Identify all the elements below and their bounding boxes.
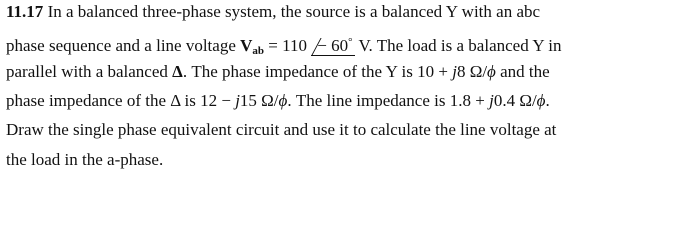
problem-number: 11.17 [6, 2, 44, 21]
phi-symbol: ϕ [536, 91, 546, 110]
problem-line-1 [6, 0, 540, 24]
voltage-magnitude: = 110 [264, 36, 312, 55]
line-4-mid: 15 Ω/ [239, 91, 279, 110]
problem-line-3 [6, 60, 550, 84]
phi-symbol: ϕ [278, 91, 288, 110]
delta-symbol: Δ [172, 62, 183, 81]
problem-line-2 [6, 30, 562, 57]
imaginary-j: j [452, 62, 457, 81]
line-2-post: V. The load is a balanced Y in [354, 36, 562, 55]
voltage-subscript: ab [252, 45, 265, 57]
line-4-pre: phase impedance of the Δ is 12 − [6, 91, 236, 110]
line-3-rest: 8 Ω/ [456, 62, 488, 81]
problem-line-5 [6, 118, 556, 142]
angle-symbol [311, 30, 354, 58]
problem-line-4 [6, 89, 550, 113]
imaginary-j: j [235, 91, 240, 110]
line-3-mid: . The phase impedance of the Y is 10 + [182, 62, 453, 81]
line-5-text: Draw the single phase equivalent circuit and use it to calculate the line voltage at [6, 120, 557, 139]
line-4-mid3: 0.4 Ω/ [493, 91, 537, 110]
angle-value: − 60 [317, 36, 349, 55]
line-1-text: In a balanced three-phase system, the source is a balanced Y with an abc [43, 2, 541, 21]
line-2-pre: phase sequence and a line voltage [6, 36, 241, 55]
line-6-text: the load in the a-phase. [6, 150, 164, 169]
line-4-post: . [545, 91, 550, 110]
line-4-mid2: . The line impedance is 1.8 + [287, 91, 490, 110]
degree-symbol: ° [348, 36, 353, 48]
phi-symbol: ϕ [487, 62, 496, 81]
line-3-post: and the [495, 62, 550, 81]
imaginary-j: j [489, 91, 494, 110]
problem-line-6 [6, 148, 163, 172]
line-3-pre: parallel with a balanced [6, 62, 173, 81]
voltage-symbol: V [240, 36, 253, 55]
